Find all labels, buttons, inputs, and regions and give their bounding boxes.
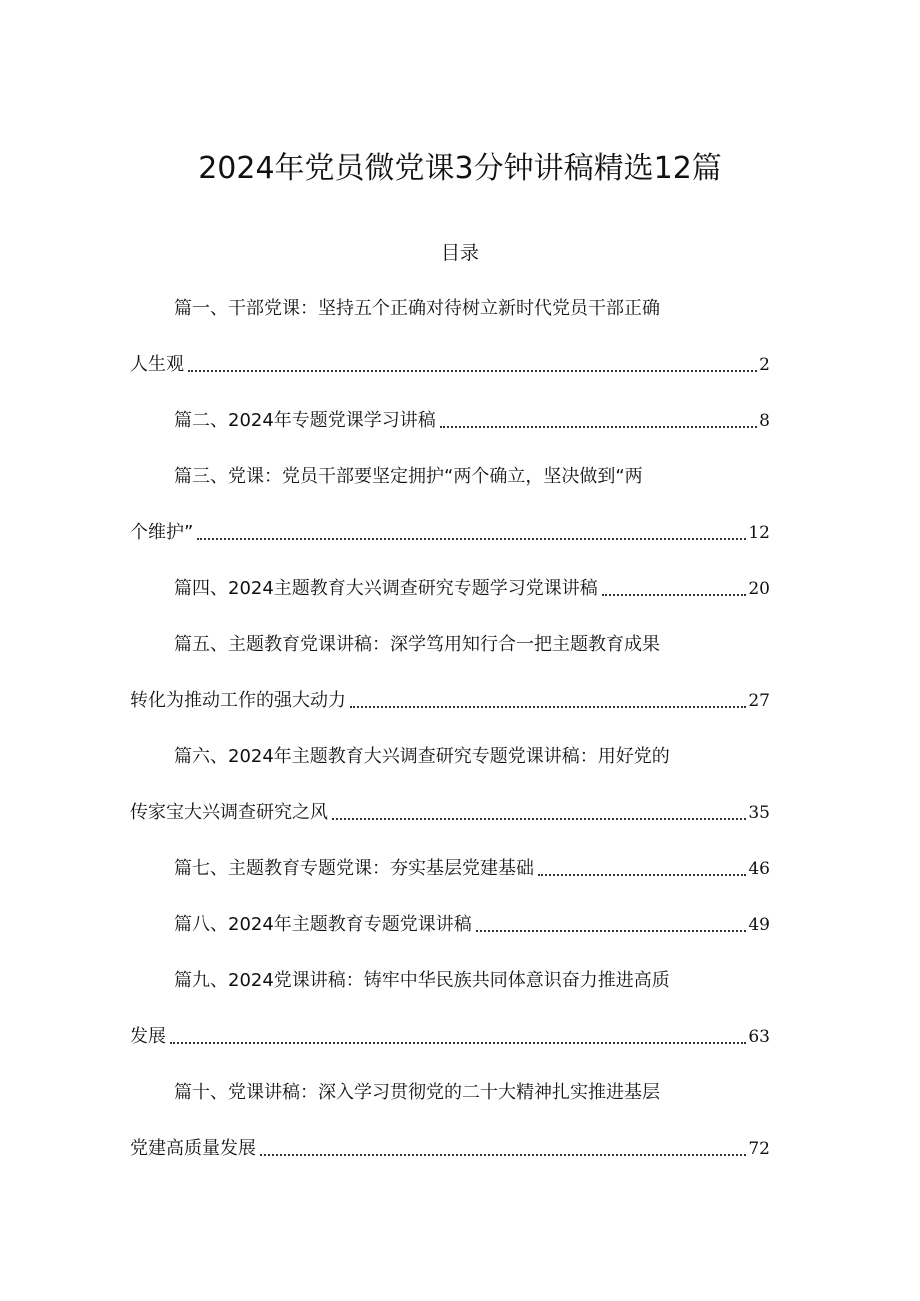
toc-entry-7[interactable] (174, 854, 770, 884)
toc-leader-dots (188, 370, 757, 372)
document-title: 2024年党员微党课3分钟讲稿精选12篇 (198, 151, 722, 186)
toc-page-number: 8 (759, 411, 770, 431)
toc-entry-text: 篇七、主题教育专题党课：夯实基层党建基础 (174, 858, 534, 879)
toc-entry-text: 个维护” (130, 522, 194, 543)
toc-entry-text: 党建高质量发展 (130, 1138, 256, 1159)
toc-leader-dots (350, 706, 746, 708)
toc-entry-text: 篇十、党课讲稿：深入学习贯彻党的二十大精神扎实推进基层 (174, 1082, 660, 1103)
toc-leader-dots (260, 1154, 746, 1156)
toc-page-number: 49 (748, 915, 770, 935)
toc-entry-8[interactable] (174, 910, 770, 940)
toc-leader-dots (332, 818, 746, 820)
toc-entry-text: 传家宝大兴调查研究之风 (130, 802, 328, 823)
toc-entry-10-line1[interactable] (174, 1078, 660, 1108)
toc-entry-text: 篇三、党课：党员干部要坚定拥护“两个确立，坚决做到“两 (174, 466, 643, 487)
toc-page-number: 12 (748, 523, 770, 543)
toc-entry-6-line2[interactable] (130, 798, 770, 828)
toc-entry-5-line2[interactable] (130, 686, 770, 716)
toc-entry-6-line1[interactable] (174, 742, 670, 772)
toc-page-number: 2 (759, 355, 770, 375)
toc-leader-dots (602, 594, 747, 596)
toc-leader-dots (440, 426, 757, 428)
toc-entry-text: 篇九、2024党课讲稿：铸牢中华民族共同体意识奋力推进高质 (174, 970, 670, 991)
toc-entry-3-line1[interactable] (174, 462, 643, 492)
toc-heading: 目录 (440, 242, 479, 264)
toc-entry-1-line1[interactable] (174, 294, 660, 324)
toc-entry-3-line2[interactable] (130, 518, 770, 548)
toc-entry-text: 篇一、干部党课：坚持五个正确对待树立新时代党员干部正确 (174, 298, 660, 319)
toc-entry-text: 篇二、2024年专题党课学习讲稿 (174, 410, 436, 431)
toc-entry-text: 篇五、主题教育党课讲稿：深学笃用知行合一把主题教育成果 (174, 634, 660, 655)
toc-page-number: 46 (748, 859, 770, 879)
toc-leader-dots (476, 930, 747, 932)
toc-page-number: 35 (748, 803, 770, 823)
toc-entry-1-line2[interactable] (130, 350, 770, 380)
toc-entry-text: 转化为推动工作的强大动力 (130, 690, 346, 711)
toc-entry-text: 人生观 (130, 354, 184, 375)
toc-page-number: 72 (748, 1139, 770, 1159)
toc-entry-9-line2[interactable] (130, 1022, 770, 1052)
toc-entry-text: 篇六、2024年主题教育大兴调查研究专题党课讲稿：用好党的 (174, 746, 670, 767)
toc-entry-text: 篇八、2024年主题教育专题党课讲稿 (174, 914, 472, 935)
toc-leader-dots (197, 538, 746, 540)
toc-entry-10-line2[interactable] (130, 1134, 770, 1164)
toc-page-number: 27 (748, 691, 770, 711)
toc-entry-text: 发展 (130, 1026, 166, 1047)
toc-entry-2[interactable] (174, 406, 770, 436)
toc-leader-dots (170, 1042, 746, 1044)
toc-leader-dots (538, 874, 746, 876)
toc-entry-4[interactable] (174, 574, 770, 604)
toc-entry-9-line1[interactable] (174, 966, 670, 996)
toc-entry-5-line1[interactable] (174, 630, 660, 660)
toc-page-number: 63 (748, 1027, 770, 1047)
toc-page-number: 20 (748, 579, 770, 599)
toc-entry-text: 篇四、2024主题教育大兴调查研究专题学习党课讲稿 (174, 578, 598, 599)
